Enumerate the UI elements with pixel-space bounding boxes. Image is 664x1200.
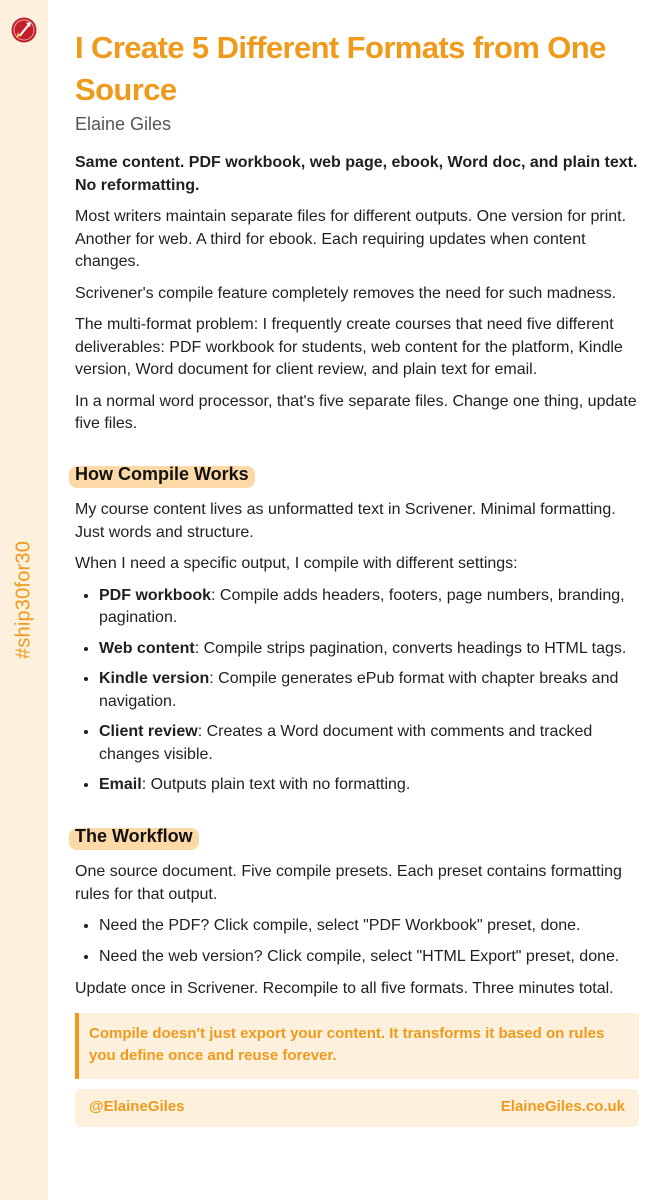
list-item-term: Kindle version [99,670,210,687]
list-item-text: : Compile adds headers, footers, page numbers, branding, pagination. [99,586,625,626]
list-item-term: Web content [99,639,195,657]
list-item-text: : Compile generates ePub format with chapter breaks and navigation. [99,670,619,710]
list-item [99,668,639,713]
intro-paragraph: Scrivener's compile feature completely removes the need for such madness. [75,284,617,302]
compile-outputs-list [75,585,639,797]
list-item-text: : Compile strips pagination, converts headings to HTML tags. [194,639,627,657]
rocket-badge-icon [11,17,37,43]
article-body [75,152,639,1127]
intro-paragraph: The multi-format problem: I frequently create courses that need five different deliverables: PDF workbook for students, web content for the platform, Kindle version, Word document for client review, and plain text for email. [75,316,623,378]
section-heading-how-compile-works [75,463,249,486]
section-paragraph: My course content lives as unformatted text in Scrivener. Minimal formatting. Just words and structure. [75,501,616,541]
closing-paragraph: Update once in Scrivener. Recompile to all five formats. Three minutes total. [75,980,614,997]
list-item [99,585,639,630]
website-link[interactable]: ElaineGiles.co.uk [500,1098,625,1116]
list-item: • Need the web version? Click compile, select "HTML Export" preset, done. [99,946,639,969]
section-paragraph: One source document. Five compile presets. Each preset contains formatting rules for that output. [75,863,622,903]
section-heading-text: How Compile Works [75,463,249,484]
list-item: • Need the PDF? Click compile, select "PDF Workbook" preset, done. [99,915,639,938]
intro-paragraph: In a normal word processor, that's five separate files. Change one thing, update five files. [75,392,637,432]
callout-quote: Compile doesn't just export your content. It transforms it based on rules you define once and reuse forever. [75,1013,639,1079]
section-heading-text: The Workflow [75,825,193,846]
section-paragraph: When I need a specific output, I compile with different settings: [75,555,518,572]
author-handle-link[interactable]: @ElaineGiles [89,1098,185,1116]
page-title: I Create 5 Different Formats from One Source [75,30,606,107]
intro-paragraph: Most writers maintain separate files for different outputs. One version for print. Another for web. A third for ebook. Each requiring updates when content changes. [75,208,627,270]
sidebar [0,0,48,1200]
list-item-term: Email [99,776,142,793]
list-item [99,774,639,797]
footer-bar [75,1089,639,1127]
list-item [99,721,639,766]
lead-paragraph: Same content. PDF workbook, web page, ebook, Word doc, and plain text. No reformatting. [75,154,638,194]
author-name: Elaine Giles [75,114,172,134]
list-item-term: PDF workbook [99,586,212,604]
list-item-text: : Creates a Word document with comments and tracked changes visible. [99,723,593,763]
list-item-text: : Outputs plain text with no formatting. [141,776,411,793]
hashtag-label: #ship30for30 [12,540,35,660]
workflow-list [75,915,639,968]
section-heading-the-workflow [75,825,193,848]
list-item-term: Client review [99,723,198,740]
list-item [99,638,639,661]
